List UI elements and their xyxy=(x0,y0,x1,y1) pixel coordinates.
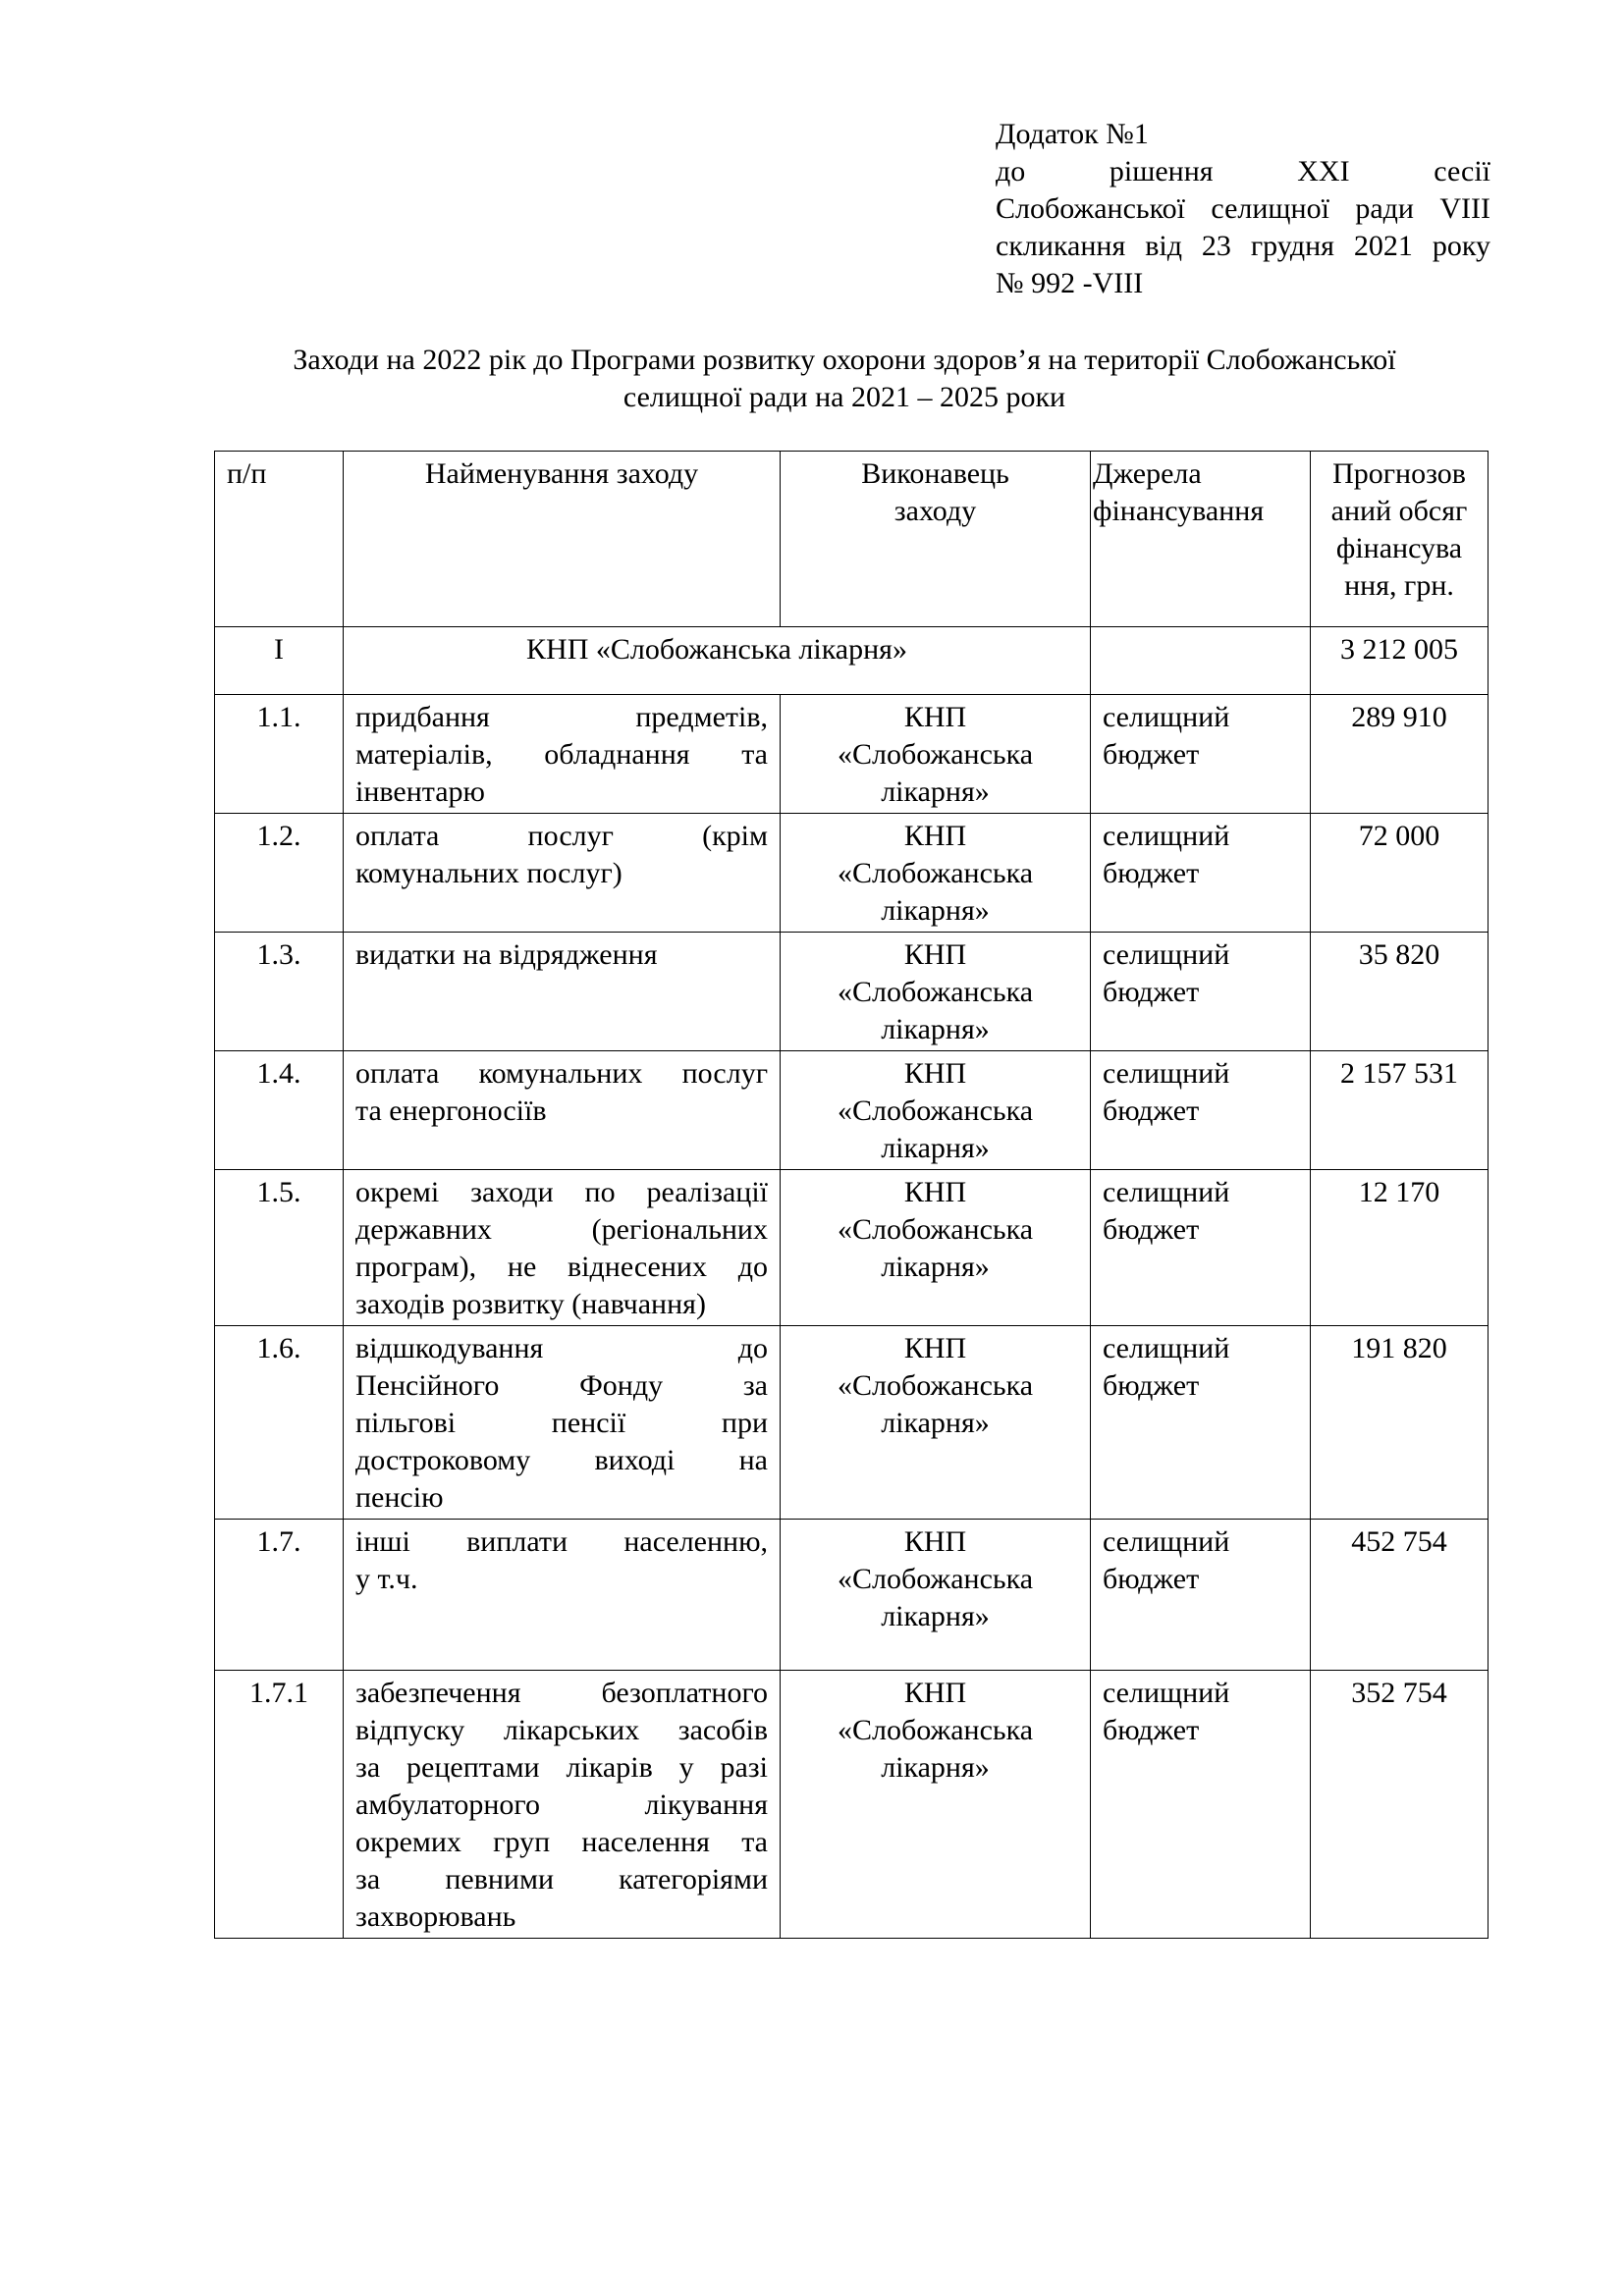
row-executor-line: лікарня» xyxy=(881,1751,990,1784)
row-name-line: відшкодування до xyxy=(355,1332,768,1364)
row-name-line: видатки на відрядження xyxy=(355,938,658,971)
row-executor-line: «Слобожанська xyxy=(837,1714,1034,1746)
row-source-line: бюджет xyxy=(1103,1213,1200,1246)
row-num: 1.7. xyxy=(215,1520,344,1671)
row-source-line: бюджет xyxy=(1103,1095,1200,1127)
title-line-1: Заходи на 2022 рік до Програми розвитку охорони здоров’я на території Слобожанської xyxy=(293,344,1396,376)
row-executor-line: лікарня» xyxy=(881,894,990,927)
header-num-label: п/п xyxy=(227,457,267,490)
header-amount-line-1: Прогнозов xyxy=(1332,457,1466,490)
measures-table xyxy=(214,451,1489,1939)
row-name-line: програм), не віднесених до xyxy=(355,1251,768,1283)
table-row xyxy=(215,814,1489,933)
table-row xyxy=(215,1520,1489,1671)
header-amount-line-3: фінансува xyxy=(1335,532,1463,564)
row-executor-line: «Слобожанська xyxy=(837,738,1034,771)
row-source xyxy=(1091,1520,1311,1671)
annex-line-1: Додаток №1 xyxy=(996,118,1149,150)
annex-block xyxy=(996,116,1490,302)
row-name-line: та енергоносіїв xyxy=(355,1095,547,1127)
row-source xyxy=(1091,1170,1311,1326)
row-amount: 452 754 xyxy=(1311,1520,1489,1671)
row-executor xyxy=(781,1170,1091,1326)
row-source-line: бюджет xyxy=(1103,1369,1200,1402)
row-name-line: у т.ч. xyxy=(355,1563,418,1595)
section-row xyxy=(215,627,1489,695)
header-executor xyxy=(781,452,1091,627)
title-line-2: селищної ради на 2021 – 2025 роки xyxy=(623,381,1066,413)
row-source-line: бюджет xyxy=(1103,976,1200,1008)
row-name-line: захворювань xyxy=(355,1900,516,1933)
row-name-line: окремих груп населення та xyxy=(355,1826,768,1858)
row-name-line: державних (регіональних xyxy=(355,1213,768,1246)
row-name-line: заходів розвитку (навчання) xyxy=(355,1288,706,1320)
table-row xyxy=(215,1170,1489,1326)
header-name xyxy=(344,452,781,627)
row-source-line: селищний xyxy=(1103,938,1230,971)
row-name-line: пенсію xyxy=(355,1481,444,1514)
row-executor-line: лікарня» xyxy=(881,775,990,808)
row-executor-line: «Слобожанська xyxy=(837,857,1034,889)
row-source-line: бюджет xyxy=(1103,1563,1200,1595)
row-amount: 191 820 xyxy=(1311,1326,1489,1520)
table-header-row xyxy=(215,452,1489,627)
table-row xyxy=(215,695,1489,814)
row-name-line: амбулаторного лікування xyxy=(355,1789,768,1821)
annex-line-5: № 992 -VIII xyxy=(996,267,1144,299)
row-name-line: забезпечення безоплатного xyxy=(355,1677,768,1709)
row-name xyxy=(344,1326,781,1520)
row-source-line: селищний xyxy=(1103,1525,1230,1558)
row-name-line: оплата комунальних послуг xyxy=(355,1057,768,1090)
row-source-line: селищний xyxy=(1103,820,1230,852)
row-executor xyxy=(781,1051,1091,1170)
row-executor-line: КНП xyxy=(903,1525,967,1558)
row-executor-line: КНП xyxy=(903,701,967,733)
row-name-line: за рецептами лікарів у разі xyxy=(355,1751,768,1784)
row-source xyxy=(1091,1326,1311,1520)
header-amount-line-4: ння, грн. xyxy=(1344,569,1454,602)
row-source xyxy=(1091,1051,1311,1170)
row-executor xyxy=(781,933,1091,1051)
row-name-line: матеріалів, обладнання та xyxy=(355,738,768,771)
header-source-line-2: фінансування xyxy=(1093,495,1265,527)
row-name-line: комунальних послуг) xyxy=(355,857,623,889)
row-source-line: селищний xyxy=(1103,1176,1230,1208)
row-executor xyxy=(781,814,1091,933)
row-executor-line: «Слобожанська xyxy=(837,976,1034,1008)
header-source-line-1: Джерела xyxy=(1093,457,1202,490)
header-executor-line-2: заходу xyxy=(893,495,977,527)
header-num xyxy=(215,452,344,627)
row-amount: 2 157 531 xyxy=(1311,1051,1489,1170)
row-name xyxy=(344,933,781,1051)
row-executor-line: КНП xyxy=(903,820,967,852)
row-source-line: селищний xyxy=(1103,701,1230,733)
row-amount: 72 000 xyxy=(1311,814,1489,933)
row-executor-line: КНП xyxy=(903,1176,967,1208)
row-executor-line: КНП xyxy=(903,938,967,971)
row-source xyxy=(1091,695,1311,814)
row-name xyxy=(344,1051,781,1170)
row-num: 1.3. xyxy=(215,933,344,1051)
row-num: 1.1. xyxy=(215,695,344,814)
table-row xyxy=(215,933,1489,1051)
row-name-line: пільгові пенсії при xyxy=(355,1407,768,1439)
annex-line-2: до рішення XXI сесії xyxy=(996,155,1490,187)
row-executor-line: лікарня» xyxy=(881,1407,990,1439)
row-executor-line: КНП xyxy=(903,1332,967,1364)
header-amount xyxy=(1311,452,1489,627)
row-name-line: відпуску лікарських засобів xyxy=(355,1714,768,1746)
section-num: I xyxy=(215,627,344,695)
row-num: 1.5. xyxy=(215,1170,344,1326)
annex-line-4: скликання від 23 грудня 2021 року xyxy=(996,230,1490,262)
row-amount: 289 910 xyxy=(1311,695,1489,814)
row-name xyxy=(344,1671,781,1939)
row-source-line: бюджет xyxy=(1103,738,1200,771)
table-row xyxy=(215,1326,1489,1520)
row-name-line: оплата послуг (крім xyxy=(355,820,768,852)
row-name xyxy=(344,695,781,814)
row-name-line: за певними категоріями xyxy=(355,1863,768,1896)
row-executor xyxy=(781,695,1091,814)
row-executor-line: КНП xyxy=(903,1057,967,1090)
row-name-line: окремі заходи по реалізації xyxy=(355,1176,768,1208)
table-row xyxy=(215,1671,1489,1939)
row-name-line: інвентарю xyxy=(355,775,485,808)
row-executor xyxy=(781,1671,1091,1939)
table-row xyxy=(215,1051,1489,1170)
row-source xyxy=(1091,933,1311,1051)
row-executor xyxy=(781,1326,1091,1520)
row-name-line: Пенсійного Фонду за xyxy=(355,1369,768,1402)
header-name-label: Найменування заходу xyxy=(424,457,699,490)
section-amount: 3 212 005 xyxy=(1311,627,1489,695)
row-source-line: бюджет xyxy=(1103,1714,1200,1746)
row-executor-line: лікарня» xyxy=(881,1600,990,1632)
row-num: 1.4. xyxy=(215,1051,344,1170)
row-num: 1.7.1 xyxy=(215,1671,344,1939)
row-source xyxy=(1091,814,1311,933)
row-executor-line: лікарня» xyxy=(881,1013,990,1045)
row-name-line: інші виплати населенню, xyxy=(355,1525,768,1558)
row-amount: 12 170 xyxy=(1311,1170,1489,1326)
document-title xyxy=(177,342,1512,416)
row-source-line: селищний xyxy=(1103,1677,1230,1709)
header-executor-line-1: Виконавець xyxy=(861,457,1009,490)
row-num: 1.6. xyxy=(215,1326,344,1520)
row-source-line: бюджет xyxy=(1103,857,1200,889)
row-source xyxy=(1091,1671,1311,1939)
row-name xyxy=(344,1170,781,1326)
row-executor-line: «Слобожанська xyxy=(837,1563,1034,1595)
row-executor-line: КНП xyxy=(903,1677,967,1709)
section-source xyxy=(1091,627,1311,695)
row-executor xyxy=(781,1520,1091,1671)
row-source-line: селищний xyxy=(1103,1057,1230,1090)
row-name xyxy=(344,1520,781,1671)
header-amount-line-2: аний обсяг xyxy=(1330,495,1468,527)
row-name-line: достроковому виході на xyxy=(355,1444,768,1476)
row-executor-line: «Слобожанська xyxy=(837,1213,1034,1246)
row-amount: 352 754 xyxy=(1311,1671,1489,1939)
row-executor-line: лікарня» xyxy=(881,1132,990,1164)
annex-line-3: Слобожанської селищної ради VIII xyxy=(996,192,1490,225)
row-amount: 35 820 xyxy=(1311,933,1489,1051)
row-executor-line: «Слобожанська xyxy=(837,1095,1034,1127)
row-num: 1.2. xyxy=(215,814,344,933)
row-source-line: селищний xyxy=(1103,1332,1230,1364)
header-source xyxy=(1091,452,1311,627)
section-name: КНП «Слобожанська лікарня» xyxy=(344,627,1091,695)
row-name xyxy=(344,814,781,933)
row-executor-line: лікарня» xyxy=(881,1251,990,1283)
row-name-line: придбання предметів, xyxy=(355,701,768,733)
row-executor-line: «Слобожанська xyxy=(837,1369,1034,1402)
